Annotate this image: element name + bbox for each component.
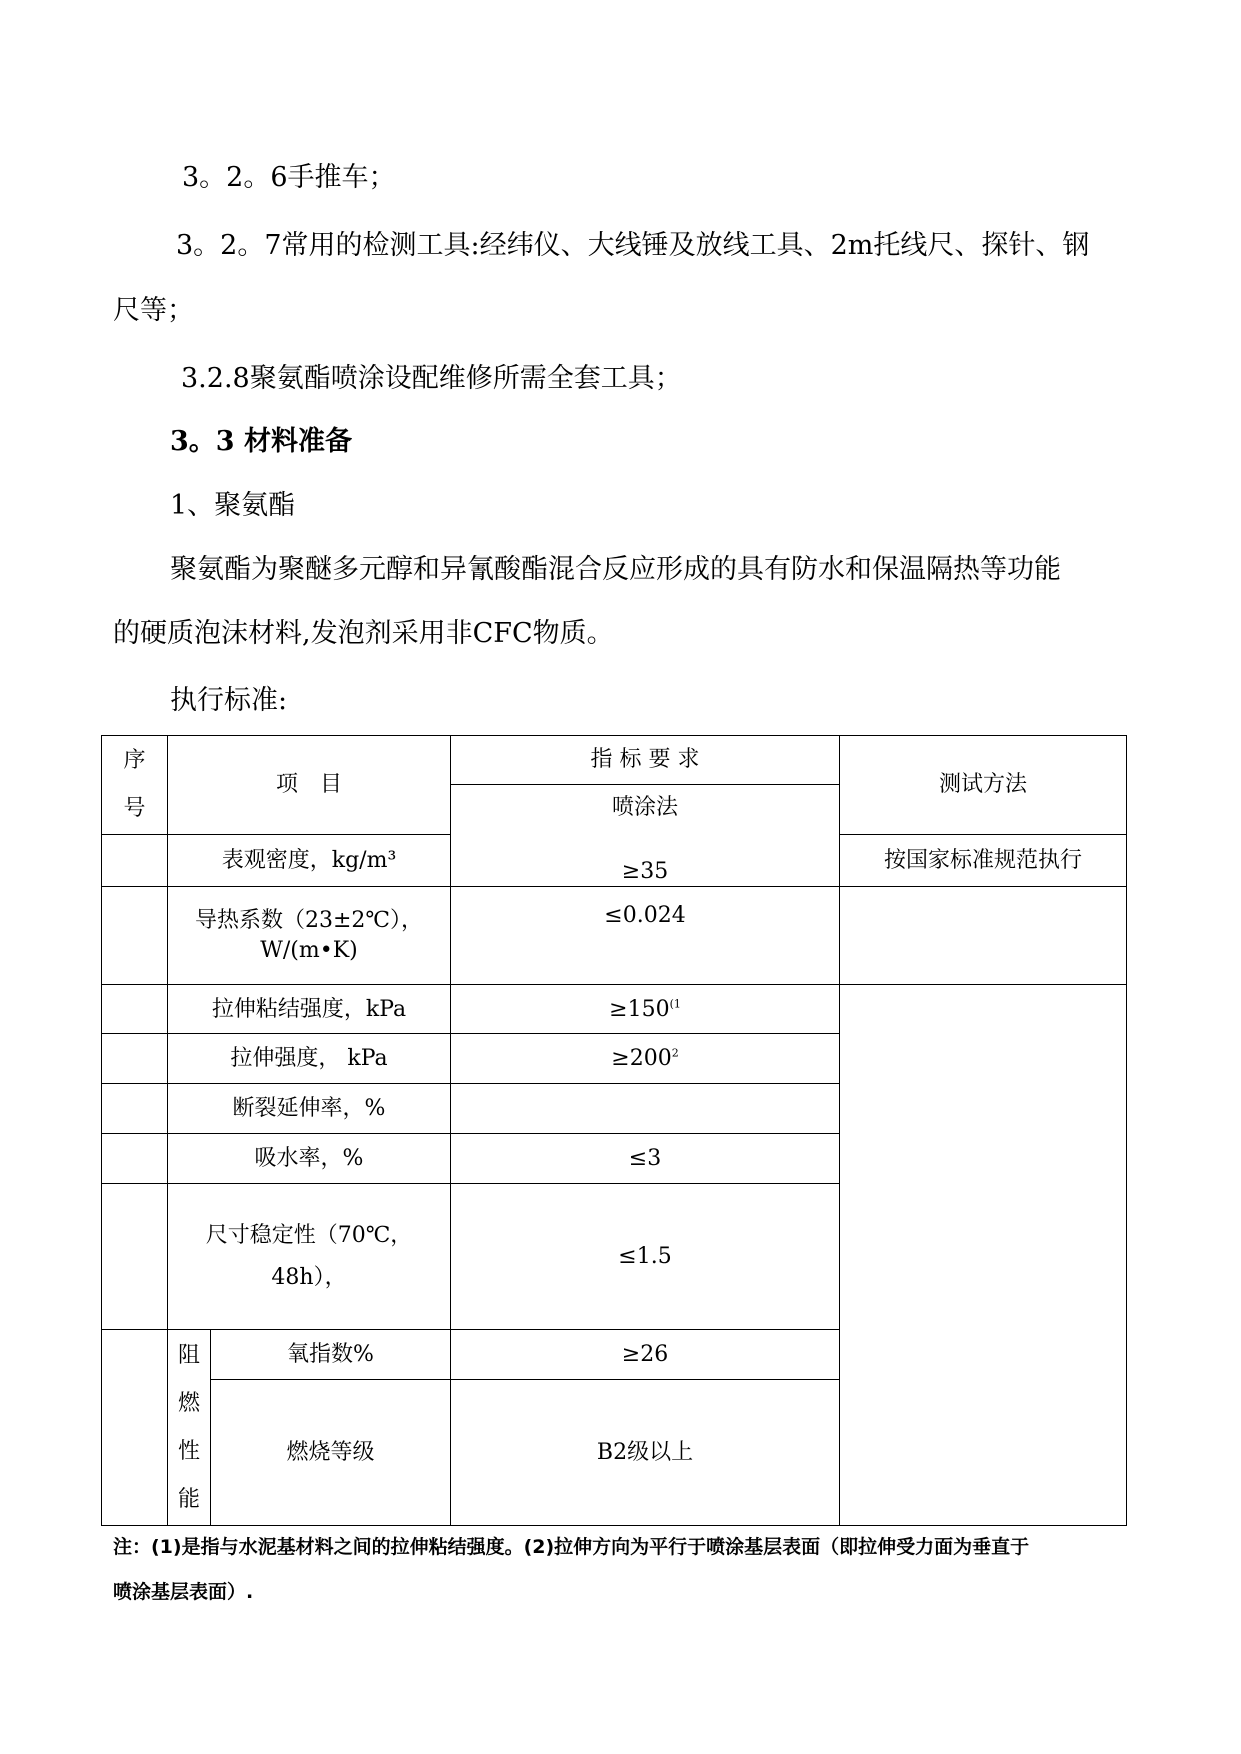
fire-retardant-group: 阻 燃 性 能	[168, 1330, 211, 1526]
table-note-line1: 注：(1)是指与水泥基材料之间的拉伸粘结强度。(2)拉伸方向为平行于喷涂基层表面（即拉伸受力面为垂直于	[113, 1536, 1030, 1558]
item-tensile-strength: 拉伸强度， kPa	[168, 1034, 451, 1084]
header-spray-method: 喷涂法 ≥35	[451, 785, 840, 887]
paragraph-327: 3。2。7常用的检测工具:经纬仪、大线锤及放线工具、2m托线尺、探针、钢	[176, 230, 1090, 261]
method-merged	[840, 985, 1127, 1526]
paragraph-description: 聚氨酯为聚醚多元醇和异氰酸酯混合反应形成的具有防水和保温隔热等功能	[170, 554, 1061, 585]
header-index-requirement: 指 标 要 求	[451, 736, 840, 785]
item-density: 表观密度，kg/m³	[168, 835, 451, 887]
seq-cell	[102, 835, 168, 887]
value-thermal-conductivity: ≤0.024	[451, 887, 840, 985]
item-dimensional-stability: 尺寸稳定性（70℃， 48h），	[168, 1184, 451, 1330]
item-thermal-conductivity: 导热系数（23±2℃）， W/(m•K)	[168, 887, 451, 985]
paragraph-description-cont: 的硬质泡沫材料,发泡剂采用非CFC物质。	[113, 618, 614, 649]
seq-cell	[102, 1134, 168, 1184]
item-burning-grade: 燃烧等级	[211, 1380, 451, 1526]
method-thermal	[840, 887, 1127, 985]
header-seq: 序 号	[102, 736, 168, 835]
paragraph-327-cont: 尺等；	[113, 295, 194, 326]
header-test-method: 测试方法	[840, 736, 1127, 835]
header-item: 项 目	[168, 736, 451, 835]
value-elongation	[451, 1084, 840, 1134]
item-water-absorption: 吸水率，%	[168, 1134, 451, 1184]
standards-table	[101, 735, 1127, 1526]
value-oxygen-index: ≥26	[451, 1330, 840, 1380]
list-item-polyurethane: 1、聚氨酯	[170, 490, 296, 521]
table-note-line2: 喷涂基层表面）.	[113, 1581, 254, 1603]
item-elongation: 断裂延伸率，%	[168, 1084, 451, 1134]
value-water-absorption: ≤3	[451, 1134, 840, 1184]
value-density: ≥35	[621, 858, 669, 884]
seq-cell	[102, 985, 168, 1034]
method-density: 按国家标准规范执行	[840, 835, 1127, 887]
seq-cell	[102, 1184, 168, 1330]
item-oxygen-index: 氧指数%	[211, 1330, 451, 1380]
value-bond-strength: $\ge 150^{(1}$	[451, 985, 840, 1034]
seq-cell	[102, 887, 168, 985]
value-burning-grade: B2级以上	[451, 1380, 840, 1526]
paragraph-328: 3.2.8聚氨酯喷涂设配维修所需全套工具；	[181, 363, 682, 394]
item-bond-strength: 拉伸粘结强度，kPa	[168, 985, 451, 1034]
paragraph-326: 3。2。6手推车；	[182, 162, 396, 193]
section-heading: 3。3 材料准备	[170, 426, 352, 457]
seq-cell	[102, 1330, 168, 1526]
seq-cell	[102, 1034, 168, 1084]
value-dimensional-stability: ≤1.5	[451, 1184, 840, 1330]
seq-cell	[102, 1084, 168, 1134]
value-tensile-strength: $\ge 200^2$	[451, 1034, 840, 1084]
standard-label: 执行标准:	[170, 685, 288, 716]
